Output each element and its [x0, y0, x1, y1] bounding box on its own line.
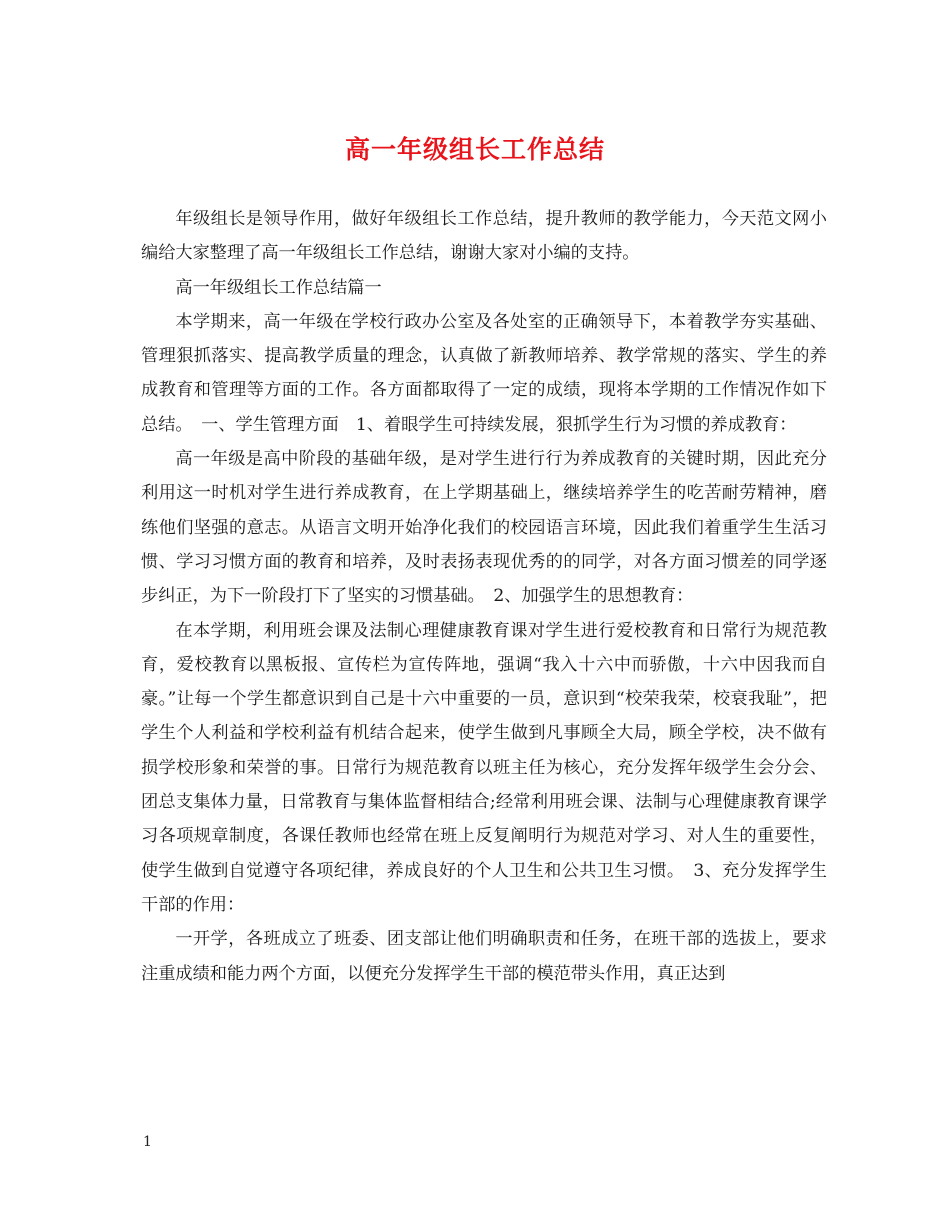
- paragraph-overview: 本学期来，高一年级在学校行政办公室及各处室的正确领导下，本着教学夯实基础、管理狠抓落实、提高教学质量的理念，认真做了新教师培养、教学常规的落实、学生的养成教育和管理等方面的工作。各方面都取得了一定的成绩，现将本学期的工作情况作如下总结。 一、学生管理方面 1、着眼学生可持续发展，狠抓学生行为习惯的养成教育：: [141, 311, 827, 435]
- paragraph-section-heading: 高一年级组长工作总结篇一: [175, 277, 382, 298]
- page-number: 1: [143, 1134, 152, 1150]
- paragraph-student-leaders: 一开学，各班成立了班委、团支部让他们明确职责和任务，在班干部的选拔上，要求注重成绩和能力两个方面，以便充分发挥学生干部的模范带头作用，真正达到: [141, 929, 827, 984]
- paragraph-habit-education: 高一年级是高中阶段的基础年级，是对学生进行行为养成教育的关键时期，因此充分利用这一时机对学生进行养成教育，在上学期基础上，继续培养学生的吃苦耐劳精神，磨练他们坚强的意志。从语言文明开始净化我们的校园语言环境，因此我们着重学生生活习惯、学习习惯方面的教育和培养，及时表扬表现优秀的的同学，对各方面习惯差的同学逐步纠正，为下一阶段打下了坚实的习惯基础。 2、加强学生的思想教育：: [141, 449, 827, 607]
- paragraph-ideological-education: 在本学期，利用班会课及法制心理健康教育课对学生进行爱校教育和日常行为规范教育，爱校教育以黑板报、宣传栏为宣传阵地，强调“我入十六中而骄傲，十六中因我而自豪。”让每一个学生都意识到自己是十六中重要的一员，意识到“校荣我荣，校衰我耻”，把学生个人利益和学校利益有机结合起来，使学生做到凡事顾全大局，顾全学校，决不做有损学校形象和荣誉的事。日常行为规范教育以班主任为核心，充分发挥年级学生会分会、团总支集体力量，日常教育与集体监督相结合;经常利用班会课、法制与心理健康教育课学习各项规章制度，各课任教师也经常在班上反复阐明行为规范对学习、对人生的重要性，使学生做到自觉遵守各项纪律，养成良好的个人卫生和公共卫生习惯。 3、充分发挥学生干部的作用：: [141, 620, 827, 915]
- document-body: [141, 202, 827, 991]
- paragraph-intro: 年级组长是领导作用，做好年级组长工作总结，提升教师的教学能力，今天范文网小编给大家整理了高一年级组长工作总结，谢谢大家对小编的支持。: [141, 209, 827, 264]
- document-title: 高一年级组长工作总结: [344, 135, 605, 164]
